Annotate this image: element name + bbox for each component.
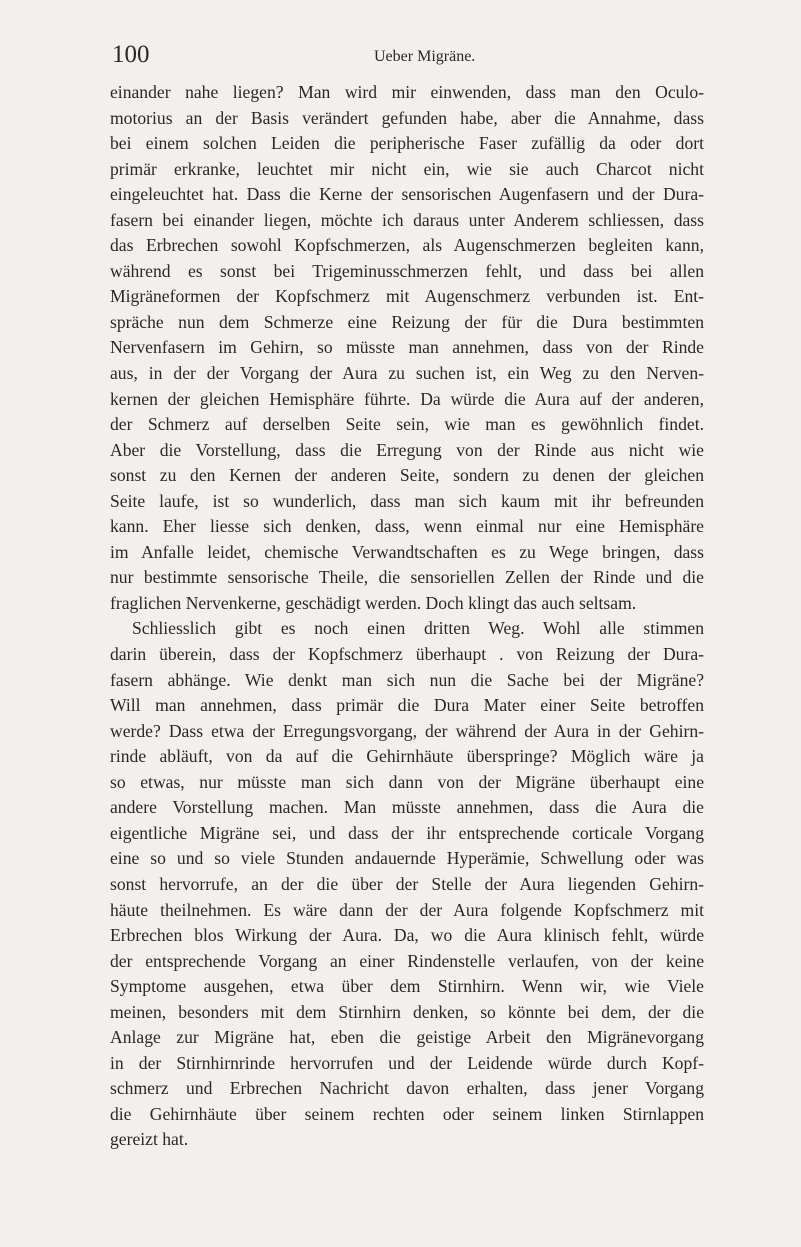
text-line: eine so und so viele Stunden andauernde Hyperämie, Schwellung oder was — [110, 848, 704, 869]
text-line: fraglichen Nervenkerne, geschädigt werden. Doch klingt das auch seltsam. — [110, 592, 637, 613]
running-title: Ueber Migräne. — [374, 48, 476, 65]
text-line: Symptome ausgehen, etwa über dem Stirnhirn. Wenn wir, wie Viele — [110, 976, 704, 997]
page-number: 100 — [112, 41, 150, 68]
text-line: Will man annehmen, dass primär die Dura Mater einer Seite betroffen — [110, 695, 704, 716]
text-line: kann. Eher liesse sich denken, dass, wenn einmal nur eine Hemisphäre — [110, 516, 704, 537]
text-line: gereizt hat. — [110, 1129, 189, 1150]
text-line: so etwas, nur müsste man sich dann von der Migräne überhaupt eine — [110, 771, 704, 792]
text-line: schmerz und Erbrechen Nachricht davon erhalten, dass jener Vorgang — [110, 1078, 704, 1099]
text-line: der entsprechende Vorgang an einer Rindenstelle verlaufen, von der keine — [110, 950, 704, 971]
text-line: fasern abhänge. Wie denkt man sich nun die Sache bei der Migräne? — [110, 669, 704, 690]
text-line: Anlage zur Migräne hat, eben die geistige Arbeit den Migränevorgang — [110, 1027, 704, 1048]
text-line: Nervenfasern im Gehirn, so müsste man annehmen, dass von der Rinde — [110, 337, 704, 358]
text-line: in der Stirnhirnrinde hervorrufen und der Leidende würde durch Kopf- — [110, 1052, 704, 1073]
text-line: werde? Dass etwa der Erregungsvorgang, der während der Aura in der Gehirn- — [110, 720, 704, 741]
text-line: eigentliche Migräne sei, und dass der ihr entsprechende corticale Vorgang — [110, 822, 704, 843]
text-line: häute theilnehmen. Es wäre dann der der Aura folgende Kopfschmerz mit — [110, 899, 704, 920]
paragraph-start-line: Schliesslich gibt es noch einen dritten Weg. Wohl alle stimmen — [132, 618, 704, 639]
text-line: Seite laufe, ist so wunderlich, dass man sich kaum mit ihr befreunden — [110, 490, 704, 511]
text-line: meinen, besonders mit dem Stirnhirn denken, so könnte bei dem, der die — [110, 1001, 704, 1022]
text-line: das Erbrechen sowohl Kopfschmerzen, als Augenschmerzen begleiten kann, — [110, 235, 704, 256]
text-line: darin überein, dass der Kopfschmerz überhaupt . von Reizung der Dura- — [110, 644, 704, 665]
text-line: aus, in der der Vorgang der Aura zu suchen ist, ein Weg zu den Nerven- — [110, 363, 704, 384]
text-line: Aber die Vorstellung, dass die Erregung von der Rinde aus nicht wie — [110, 439, 704, 460]
text-line: einander nahe liegen? Man wird mir einwenden, dass man den Oculo- — [110, 82, 704, 102]
page-header — [112, 40, 692, 80]
text-line: Erbrechen blos Wirkung der Aura. Da, wo die Aura klinisch fehlt, würde — [110, 925, 704, 946]
text-line: nur bestimmte sensorische Theile, die sensoriellen Zellen der Rinde und die — [110, 567, 704, 588]
text-line: primär erkranke, leuchtet mir nicht ein, wie sie auch Charcot nicht — [110, 158, 704, 179]
text-line: Migräneformen der Kopfschmerz mit Augenschmerz verbunden ist. Ent- — [110, 286, 704, 307]
text-line: der Schmerz auf derselben Seite sein, wie man es gewöhnlich findet. — [110, 414, 704, 435]
text-line: eingeleuchtet hat. Dass die Kerne der sensorischen Augenfasern und der Dura- — [110, 184, 704, 205]
text-line: rinde abläuft, von da auf die Gehirnhäute überspringe? Möglich wäre ja — [110, 746, 704, 767]
text-line: motorius an der Basis verändert gefunden habe, aber die Annahme, dass — [110, 107, 704, 128]
text-line: kernen der gleichen Hemisphäre führte. Da würde die Aura auf der anderen, — [110, 388, 704, 409]
text-line: fasern bei einander liegen, möchte ich daraus unter Anderem schliessen, dass — [110, 209, 704, 230]
text-line: die Gehirnhäute über seinem rechten oder seinem linken Stirnlappen — [110, 1103, 704, 1124]
text-line: spräche nun dem Schmerze eine Reizung der für die Dura bestimmten — [110, 311, 704, 332]
body-text — [110, 80, 704, 1153]
text-line: im Anfalle leidet, chemische Verwandtschaften es zu Wege bringen, dass — [110, 541, 704, 562]
text-line: sonst zu den Kernen der anderen Seite, sondern zu denen der gleichen — [110, 465, 704, 486]
text-line: während es sonst bei Trigeminusschmerzen fehlt, und dass bei allen — [110, 260, 704, 281]
text-line: sonst hervorrufe, an der die über der Stelle der Aura liegenden Gehirn- — [110, 873, 704, 894]
text-line: bei einem solchen Leiden die peripherische Faser zufällig da oder dort — [110, 133, 704, 154]
text-line: andere Vorstellung machen. Man müsste annehmen, dass die Aura die — [110, 797, 704, 818]
